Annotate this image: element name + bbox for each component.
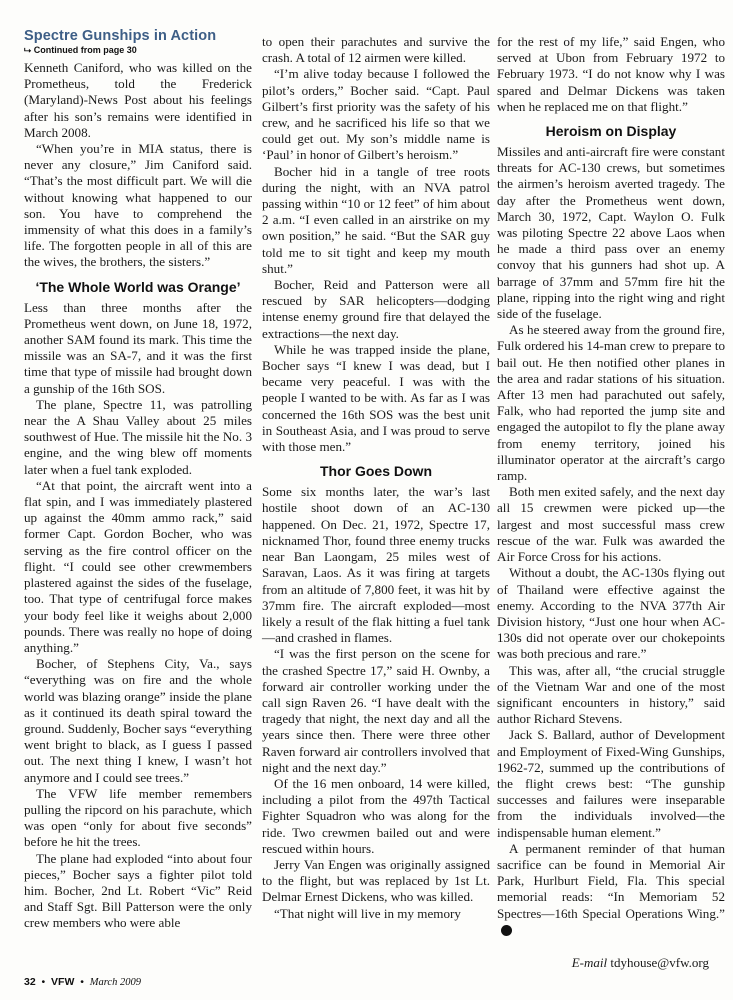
paragraph: “I’m alive today because I followed the pilot’s orders,” Bocher said. “Capt. Paul Gilbert’s first priority was the safety of his crew, and he sacrificed his life so that we could get out. My son’s middle name is ‘Paul’ in honor of Gilbert’s heroism.”	[262, 66, 490, 163]
subheading: Thor Goes Down	[320, 463, 432, 480]
paragraph: This was, after all, “the crucial struggle of the Vietnam War and one of the most significant encounters in history,” said author Richard Stevens.	[497, 662, 725, 727]
paragraph: to open their parachutes and survive the crash. A total of 12 airmen were killed.	[262, 34, 490, 66]
magazine-name: VFW	[51, 976, 75, 988]
paragraph: “When you’re in MIA status, there is never any closure,” Jim Caniford said. “That’s the most difficult part. We will die without knowing what happened to our son. You have to comprehend the immensity of what this does in a family’s life. The forgotten people in all of this are the wives, the brothers, the sisters.”	[24, 141, 252, 270]
paragraph: Bocher hid in a tangle of tree roots during the night, with an NVA patrol passing within “10 or 12 feet” of him about 2 a.m. “I even called in an airstrike on my own position,” he said. “But the SAR guy told me to sit tight and keep my mouth shut.”	[262, 163, 490, 276]
paragraph: Bocher, Reid and Patterson were all rescued by SAR helicopters—dodging intense enemy ground fire that delayed the extractions—the next day.	[262, 277, 490, 341]
paragraph: The plane had exploded “into about four pieces,” Bocher says a fighter pilot told him. Bocher, 2nd Lt. Robert “Vic” Reid and Staff Sgt. Bill Patterson were the only crew members who were able	[24, 850, 252, 931]
vfw-end-mark-icon: ✱	[501, 925, 512, 936]
paragraph: Both men exited safely, and the next day all 15 crewmen were picked up—the largest and most successful mass crew rescue of the war. Fulk was awarded the Air Force Cross for his actions.	[497, 484, 725, 565]
paragraph: The plane, Spectre 11, was patrolling near the A Shau Valley about 25 miles southwest of Hue. The missile hit the No. 3 engine, and the wing blew off moments later when a fuel tank exploded.	[24, 396, 252, 477]
paragraph: Kenneth Caniford, who was killed on the Prometheus, told the Frederick (Maryland)-News Post about his feelings after his son’s remains were identified in March 2008.	[24, 60, 252, 140]
page-number: 32	[24, 976, 36, 988]
subheading: ‘The Whole World was Orange’	[35, 278, 241, 295]
paragraph: “I was the first person on the scene for the crashed Spectre 17,” said H. Ownby, a forward air controller working under the call sign Raven 26. “I have dealt with the tragedy that night, the next day and all the years since then. There were three other Raven forward air controllers involved that night and the next day.”	[262, 646, 490, 775]
email-address: tdyhouse@vfw.org	[610, 955, 709, 970]
paragraph: Some six months later, the war’s last hostile shoot down of an AC-130 happened. On Dec. 21, 1972, Spectre 17, nicknamed Thor, found three enemy trucks near Ban Laongam, 25 miles west of Saravan, Laos. As it was firing at targets from an altitude of 7,800 feet, it was hit by 37mm fire. The aircraft exploded—most likely a result of the flak hitting a fuel tank—and crashed in flames.	[262, 484, 490, 646]
arrow-return-icon: ⮡	[24, 45, 32, 55]
paragraph: “At that point, the aircraft went into a flat spin, and I was immediately plastered up against the 40mm ammo rack,” said former Capt. Gordon Bocher, who was serving as the fire control officer on the flight. “I could see other crewmembers plastered against the sides of the fuselage, too. That type of centrifugal force makes your body feel like it weighs about 2,000 pounds. There was really no hope of doing anything.”	[24, 477, 252, 655]
paragraph: Bocher, of Stephens City, Va., says “everything was on fire and the whole world was blazing orange” inside the plane as it continued its death spiral toward the ground. Suddenly, Bocher says “everything went bright to black, as I guess I passed out. The next thing I knew, I wasn’t hot anymore and I could see trees.”	[24, 656, 252, 785]
paragraph: As he steered away from the ground fire, Fulk ordered his 14-man crew to prepare to bail out. He then notified other planes in the area and radar stations of his situation. After 13 men had parachuted out safely, Falk, who had reported the jump site and engaged the autopilot to fly the plane away from enemy territory, joined his illuminator operator at the aircraft’s cargo ramp.	[497, 322, 725, 484]
email-credit: E-mail tdyhouse@vfw.org	[571, 955, 709, 970]
section-header	[24, 28, 254, 56]
page-folio: 32 • VFW • March 2009	[24, 976, 141, 988]
column-1	[24, 60, 252, 932]
paragraph: Jack S. Ballard, author of Development and Employment of Fixed-Wing Gunships, 1962-72, summed up the contributions of the flight crews best: “The gunship successes and failures were inseparable from the individuals involved—the indispensable human element.”	[497, 727, 725, 840]
column-2	[262, 34, 490, 922]
continued-note: ⮡ Continued from page 30	[24, 45, 137, 55]
paragraph: While he was trapped inside the plane, Bocher says “I knew I was dead, but I became very peaceful. I was with the people I wanted to be with. As far as I was concerned the 16th SOS was the best unit in Southeast Asia, and I was proud to serve with those men.”	[262, 341, 490, 455]
paragraph: The VFW life member remembers pulling the ripcord on his parachute, which was open “only for about five seconds” before he hit the trees.	[24, 785, 252, 850]
paragraph: Of the 16 men onboard, 14 were killed, including a pilot from the 497th Tactical Fighter Squadron who was along for the ride. Two crewmen bailed out and were rescued within hours.	[262, 775, 490, 856]
section-title: Spectre Gunships in Action	[24, 28, 217, 44]
paragraph: A permanent reminder of that human sacrifice can be found in Memorial Air Park, Hurlburt Field, Fla. This special memorial reads: “In Memoriam 52 Spectres—16th Special Operations Wing.”✱	[497, 840, 725, 936]
issue-date: March 2009	[89, 977, 141, 988]
paragraph: for the rest of my life,” said Engen, who served at Ubon from February 1972 to February 1973. “I do not know why I was spared and Delmar Dickens was taken when he replaced me on that flight.”	[497, 34, 725, 114]
column-3	[497, 34, 725, 938]
subheading: Heroism on Display	[545, 123, 677, 140]
paragraph: Without a doubt, the AC-130s flying out of Thailand were effective against the enemy. According to the NVA 377th Air Division history, “Just one hour when AC-130s did not operate over our chokepoints was both precious and rare.”	[497, 565, 725, 662]
paragraph: Jerry Van Engen was originally assigned to the flight, but was replaced by 1st Lt. Delmar Ernest Dickens, who was killed.	[262, 856, 490, 905]
paragraph: “That night will live in my memory	[274, 905, 461, 921]
paragraph: Missiles and anti-aircraft fire were constant threats for AC-130 crews, but sometimes the airmen’s heroism averted tragedy. The day after the Prometheus went down, March 30, 1972, Capt. Waylon O. Fulk was piloting Spectre 22 above Laos when he made a third pass over an enemy convoy that his gunners had shot up. A barrage of 37mm and 57mm fire hit the plane, ripping into the right wing and right side of the fuselage.	[497, 144, 725, 322]
paragraph: Less than three months after the Prometheus went down, on June 18, 1972, another SAM found its mark. This time the missile was an SA-7, and it was the first time that type of missile had brought down a gunship of the 16th SOS.	[24, 299, 252, 396]
